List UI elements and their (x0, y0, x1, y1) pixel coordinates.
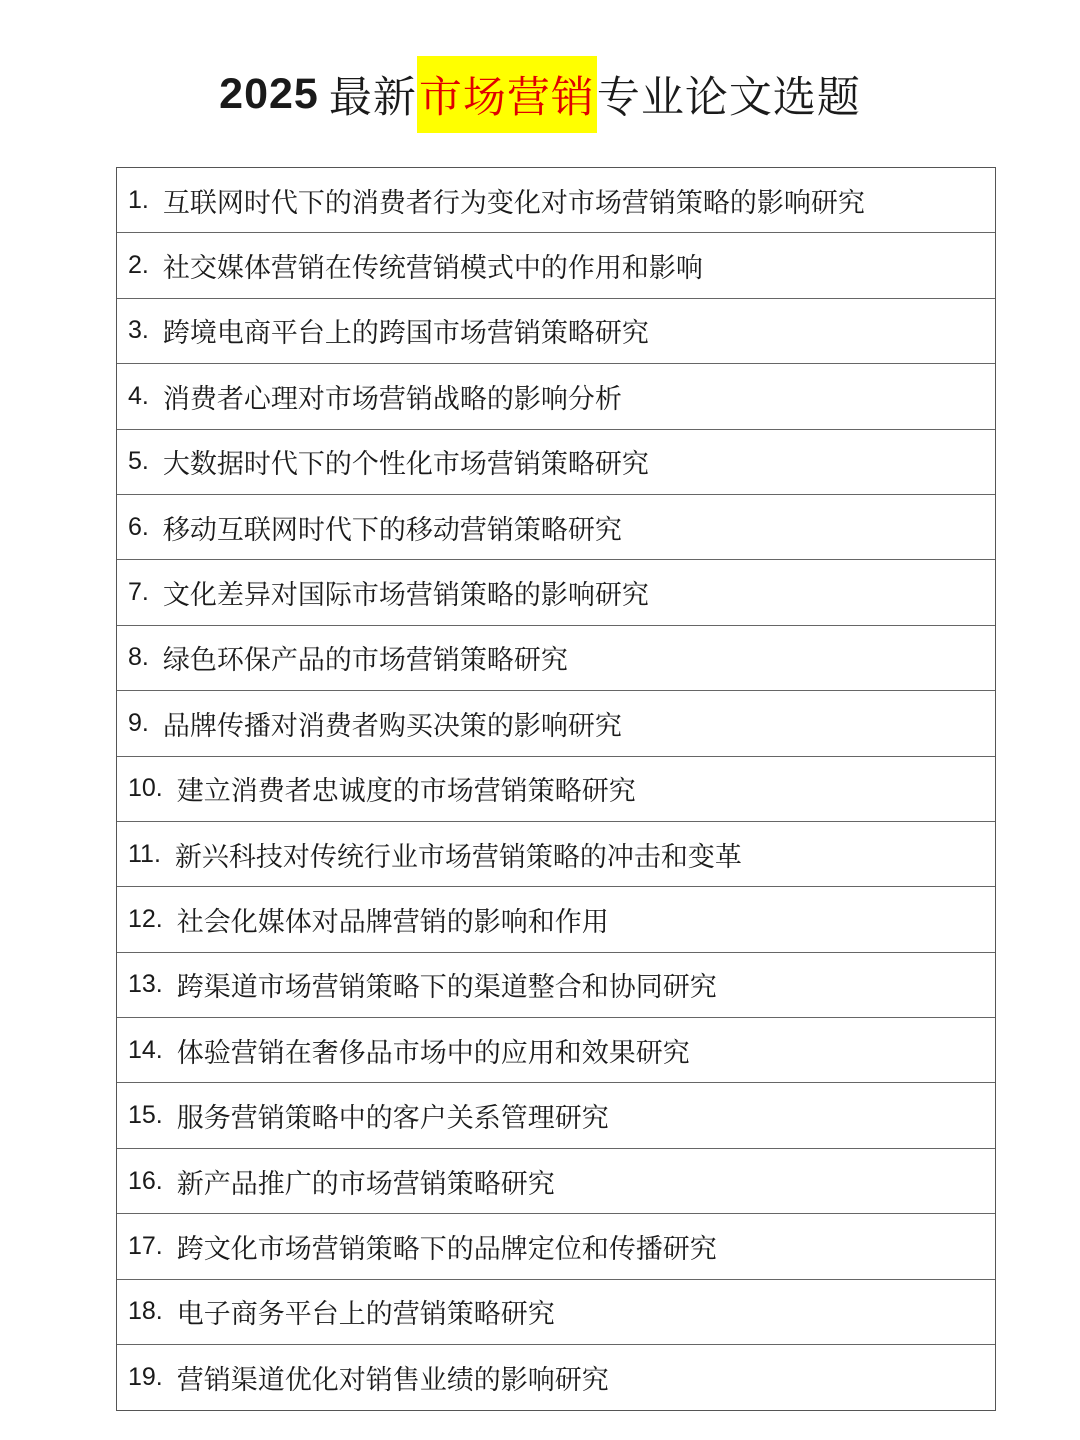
topic-number: 1. (128, 185, 149, 214)
topic-number: 6. (128, 512, 149, 541)
topic-number: 9. (128, 708, 149, 737)
title-suffix: 专业论文选题 (596, 72, 861, 123)
topic-number: 4. (128, 381, 149, 410)
table-row (117, 1214, 995, 1279)
table-row (117, 560, 995, 625)
table-row (117, 953, 995, 1018)
topic-number: 8. (128, 643, 149, 672)
table-row (117, 757, 995, 822)
topic-number: 12. (128, 904, 163, 933)
topic-table (116, 167, 996, 1411)
topic-text: 互联网时代下的消费者行为变化对市场营销策略的影响研究 (162, 187, 865, 219)
table-row (117, 168, 995, 233)
topic-number: 10. (128, 774, 163, 803)
topic-number: 7. (128, 578, 149, 607)
table-row (117, 299, 995, 364)
topic-number: 13. (128, 970, 163, 999)
topic-text: 电子商务平台上的营销策略研究 (176, 1299, 555, 1331)
table-row (117, 1149, 995, 1214)
topic-number: 18. (128, 1297, 163, 1326)
title-prefix: 最新 (328, 72, 417, 123)
title-year: 2025 (219, 69, 319, 118)
topic-text: 移动互联网时代下的移动营销策略研究 (162, 514, 622, 546)
topic-text: 跨文化市场营销策略下的品牌定位和传播研究 (176, 1233, 717, 1265)
topic-number: 15. (128, 1101, 163, 1130)
topic-number: 14. (128, 1035, 163, 1064)
table-row (117, 691, 995, 756)
topic-text: 消费者心理对市场营销战略的影响分析 (162, 383, 622, 415)
table-row (117, 1280, 995, 1345)
topic-number: 11. (128, 839, 161, 868)
table-row (117, 364, 995, 429)
table-row (117, 430, 995, 495)
table-row (117, 822, 995, 887)
topic-text: 体验营销在奢侈品市场中的应用和效果研究 (176, 1037, 690, 1069)
topic-text: 品牌传播对消费者购买决策的影响研究 (162, 710, 622, 742)
topic-text: 社交媒体营销在传统营销模式中的作用和影响 (162, 253, 703, 285)
topic-number: 5. (128, 447, 149, 476)
table-row (117, 233, 995, 298)
page-title (0, 52, 1080, 136)
table-row (117, 1018, 995, 1083)
table-row (117, 626, 995, 691)
topic-text: 跨渠道市场营销策略下的渠道整合和协同研究 (176, 972, 717, 1004)
table-row (117, 887, 995, 952)
topic-text: 文化差异对国际市场营销策略的影响研究 (162, 580, 649, 612)
topic-number: 19. (128, 1363, 163, 1392)
topic-text: 营销渠道优化对销售业绩的影响研究 (176, 1365, 609, 1397)
topic-text: 大数据时代下的个性化市场营销策略研究 (162, 449, 649, 481)
topic-text: 建立消费者忠诚度的市场营销策略研究 (176, 776, 636, 808)
title-highlight: 市场营销 (417, 56, 597, 133)
table-row (117, 1345, 995, 1410)
topic-text: 社会化媒体对品牌营销的影响和作用 (176, 906, 609, 938)
topic-text: 跨境电商平台上的跨国市场营销策略研究 (162, 318, 649, 350)
topic-text: 新兴科技对传统行业市场营销策略的冲击和变革 (174, 841, 742, 873)
topic-number: 2. (128, 251, 149, 280)
topic-number: 3. (128, 316, 149, 345)
topic-text: 新产品推广的市场营销策略研究 (176, 1168, 555, 1200)
topic-number: 17. (128, 1231, 163, 1260)
topic-number: 16. (128, 1166, 163, 1195)
table-row (117, 1083, 995, 1148)
topic-text: 绿色环保产品的市场营销策略研究 (162, 645, 568, 677)
topic-text: 服务营销策略中的客户关系管理研究 (176, 1103, 609, 1135)
table-row (117, 495, 995, 560)
